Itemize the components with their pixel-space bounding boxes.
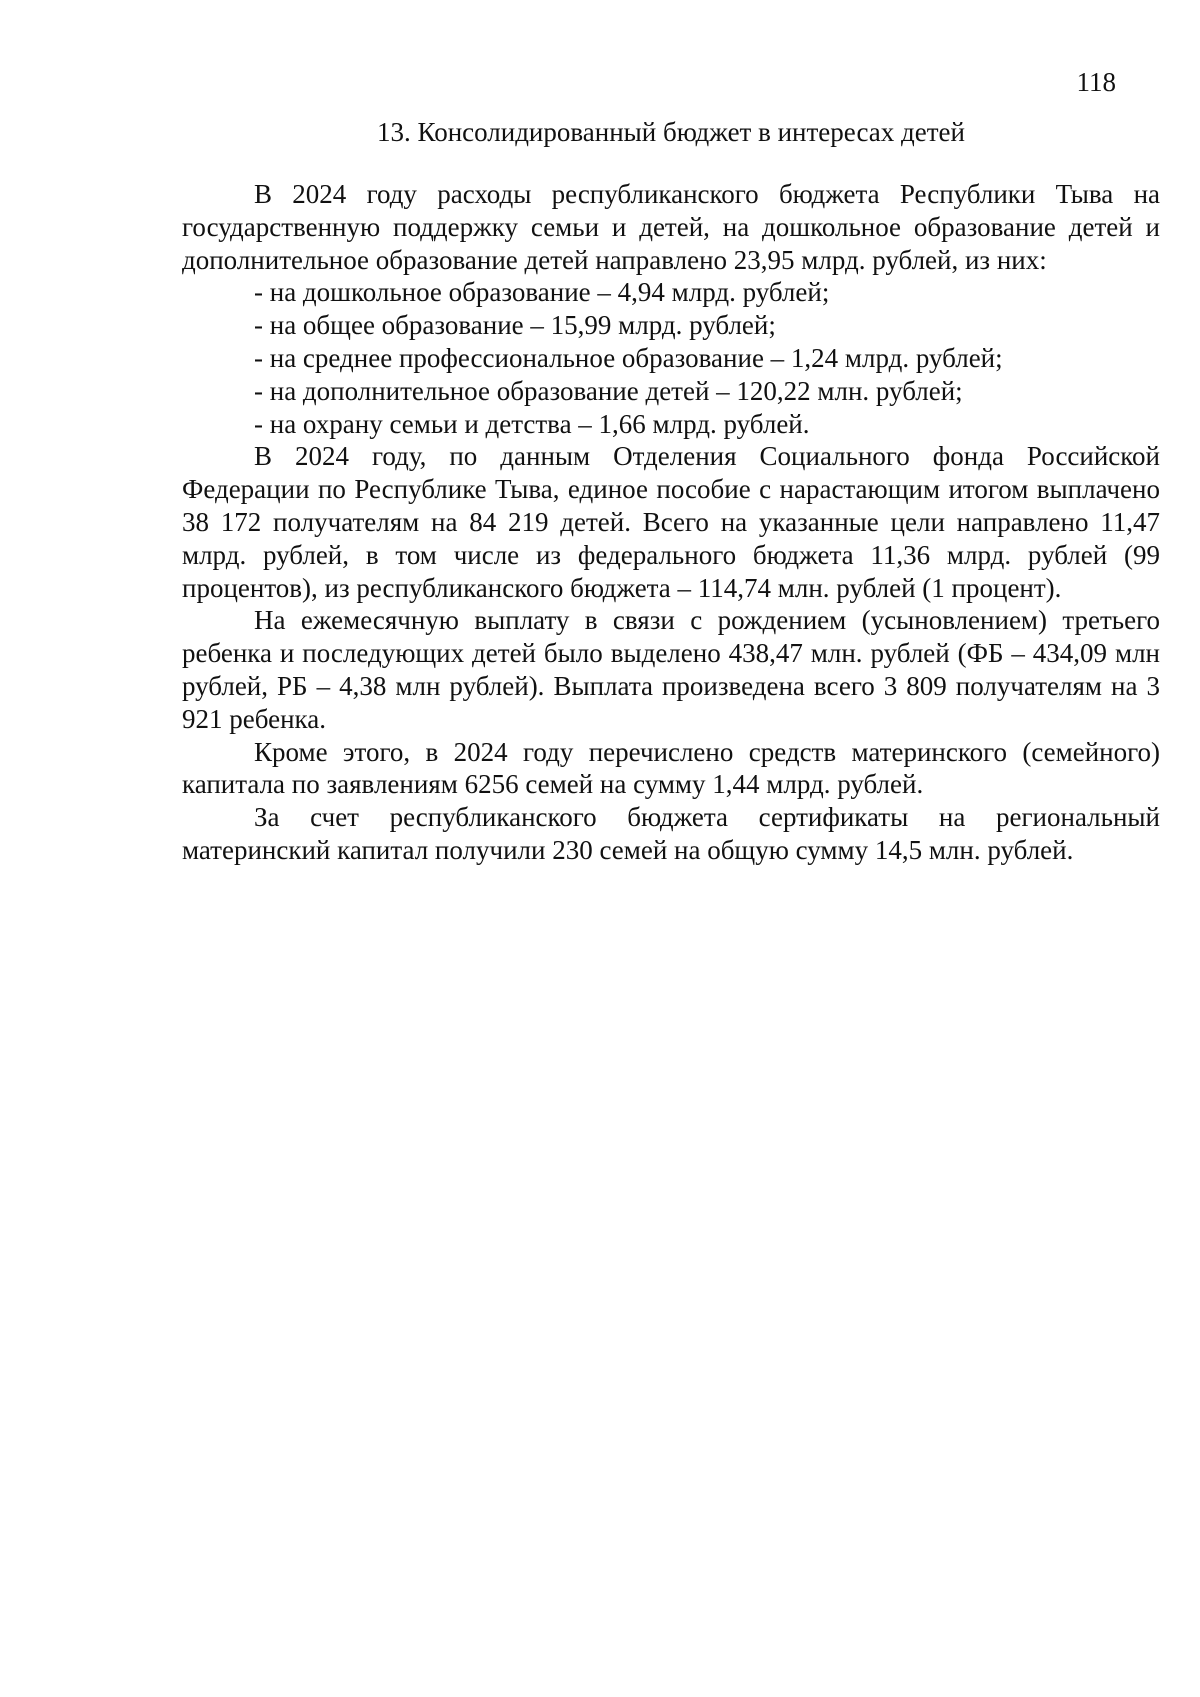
document-body <box>182 116 1160 867</box>
list-item: - на дошкольное образование – 4,94 млрд. рублей; <box>182 276 1160 309</box>
intro-paragraph: В 2024 году расходы республиканского бюджета Республики Тыва на государственную поддержку семьи и детей, на дошкольное образование детей и дополнительное образование детей направлено 23,95 млрд. рублей, из них: <box>182 179 1160 275</box>
paragraph-third-child-payment: На ежемесячную выплату в связи с рождением (усыновлением) третьего ребенка и последующих детей было выделено 438,47 млн. рублей (ФБ – 434,09 млн рублей, РБ – 4,38 млн рублей). Выплата произведена всего 3 809 получателям на 3 921 ребенка. <box>182 605 1160 734</box>
list-item: - на охрану семьи и детства – 1,66 млрд. рублей. <box>182 408 1160 441</box>
paragraph-maternity-capital: Кроме этого, в 2024 году перечислено средств материнского (семейного) капитала по заявлениям 6256 семей на сумму 1,44 млрд. рублей. <box>182 736 1160 800</box>
list-item: - на дополнительное образование детей – 120,22 млн. рублей; <box>182 375 1160 408</box>
list-item: - на общее образование – 15,99 млрд. рублей; <box>182 309 1160 342</box>
paragraph-regional-certificates: За счет республиканского бюджета сертификаты на региональный материнский капитал получили 230 семей на общую сумму 14,5 млн. рублей. <box>182 802 1160 865</box>
list-item: - на среднее профессиональное образование – 1,24 млрд. рублей; <box>182 342 1160 375</box>
page-number: 118 <box>1076 67 1116 97</box>
section-title: 13. Консолидированный бюджет в интересах детей <box>377 117 965 147</box>
expense-list <box>182 276 1160 440</box>
paragraph-unified-allowance: В 2024 году, по данным Отделения Социального фонда Российской Федерации по Республике Тыва, единое пособие с нарастающим итогом выплачено 38 172 получателям на 84 219 детей. Всего на указанные цели направлено 11,47 млрд. рублей, в том числе из федерального бюджета 11,36 млрд. рублей (99 процентов), из республиканского бюджета – 114,74 млн. рублей (1 процент). <box>182 441 1160 603</box>
